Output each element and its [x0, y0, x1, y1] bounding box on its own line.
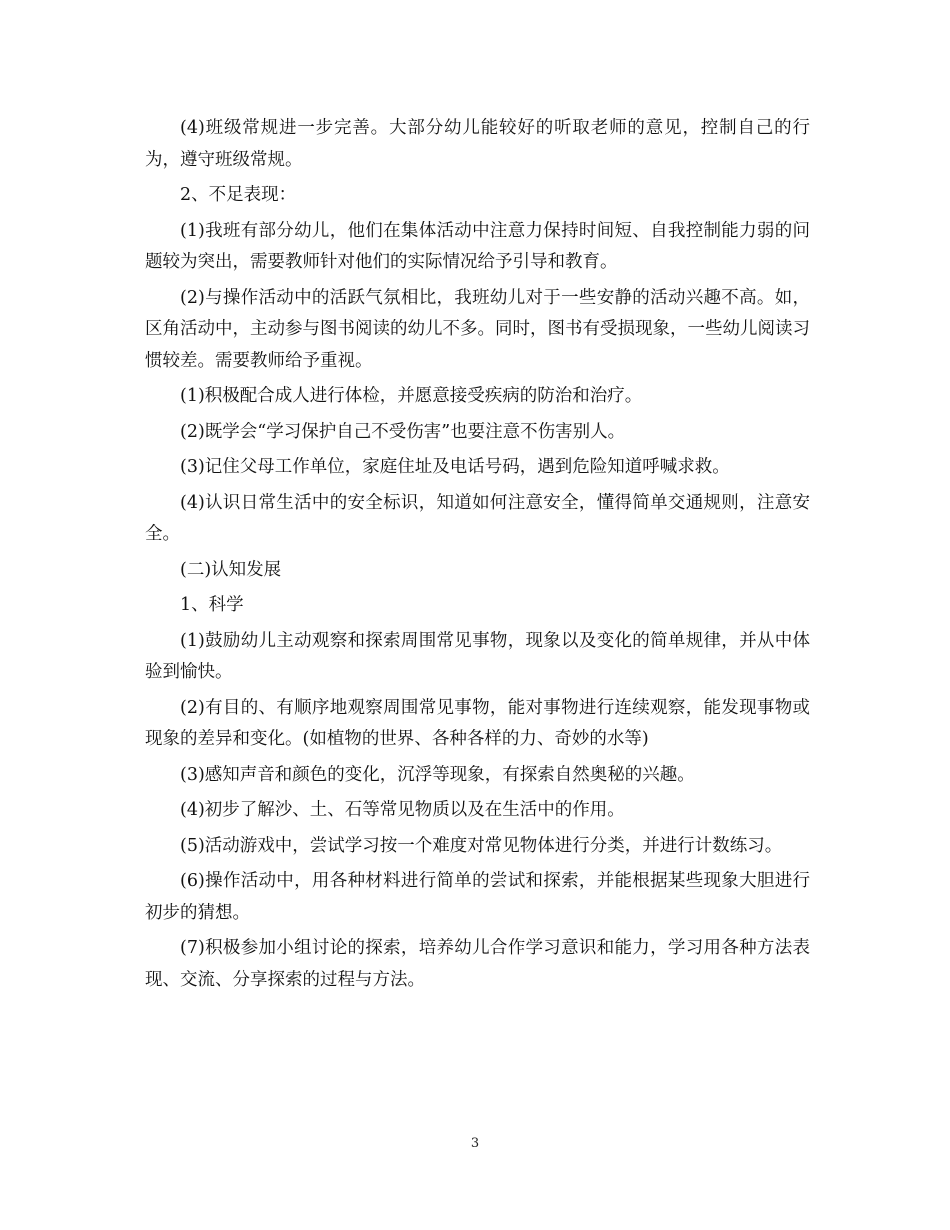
paragraph: (1)鼓励幼儿主动观察和探索周围常见事物，现象以及变化的简单规律，并从中体验到愉快。 [145, 630, 810, 682]
section-heading: (二)认知发展 [180, 559, 282, 580]
paragraph: (4)初步了解沙、土、石等常见物质以及在生活中的作用。 [180, 800, 625, 820]
document-body [145, 113, 810, 1000]
subsection-heading: 1、科学 [180, 595, 244, 615]
paragraph: (2)既学会“学习保护自己不受伤害”也要注意不伤害别人。 [180, 421, 626, 442]
page-number: 3 [470, 1136, 480, 1151]
paragraph: (4)认识日常生活中的安全标识，知道如何注意安全，懂得简单交通规则，注意安全。 [145, 492, 810, 544]
paragraph: (2)有目的、有顺序地观察周围常见事物，能对事物进行连续观察，能发现事物或现象的差异和变化。(如植物的世界、各种各样的力、奇妙的水等) [145, 697, 810, 749]
paragraph: (4)班级常规进一步完善。大部分幼儿能较好的听取老师的意见，控制自己的行为，遵守班级常规。 [145, 118, 810, 170]
paragraph: (1)我班有部分幼儿，他们在集体活动中注意力保持时间短、自我控制能力弱的问题较为突出，需要教师针对他们的实际情况给予引导和教育。 [145, 220, 810, 272]
paragraph: 2、不足表现： [180, 185, 297, 205]
paragraph: (3)记住父母工作单位，家庭住址及电话号码，遇到危险知道呼喊求救。 [180, 457, 730, 477]
paragraph: (3)感知声音和颜色的变化，沉浮等现象，有探索自然奥秘的兴趣。 [180, 764, 695, 785]
paragraph: (6)操作活动中，用各种材料进行简单的尝试和探索，并能根据某些现象大胆进行初步的猜想。 [145, 871, 810, 923]
paragraph: (2)与操作活动中的活跃气氛相比，我班幼儿对于一些安静的活动兴趣不高。如，区角活动中，主动参与图书阅读的幼儿不多。同时，图书有受损现象，一些幼儿阅读习惯较差。需要教师给予重视。 [145, 287, 810, 371]
paragraph: (7)积极参加小组讨论的探索，培养幼儿合作学习意识和能力，学习用各种方法表现、交流、分享探索的过程与方法。 [145, 938, 810, 990]
paragraph: (5)活动游戏中，尝试学习按一个难度对常见物体进行分类，并进行计数练习。 [180, 835, 783, 856]
paragraph: (1)积极配合成人进行体检，并愿意接受疾病的防治和治疗。 [180, 386, 643, 406]
